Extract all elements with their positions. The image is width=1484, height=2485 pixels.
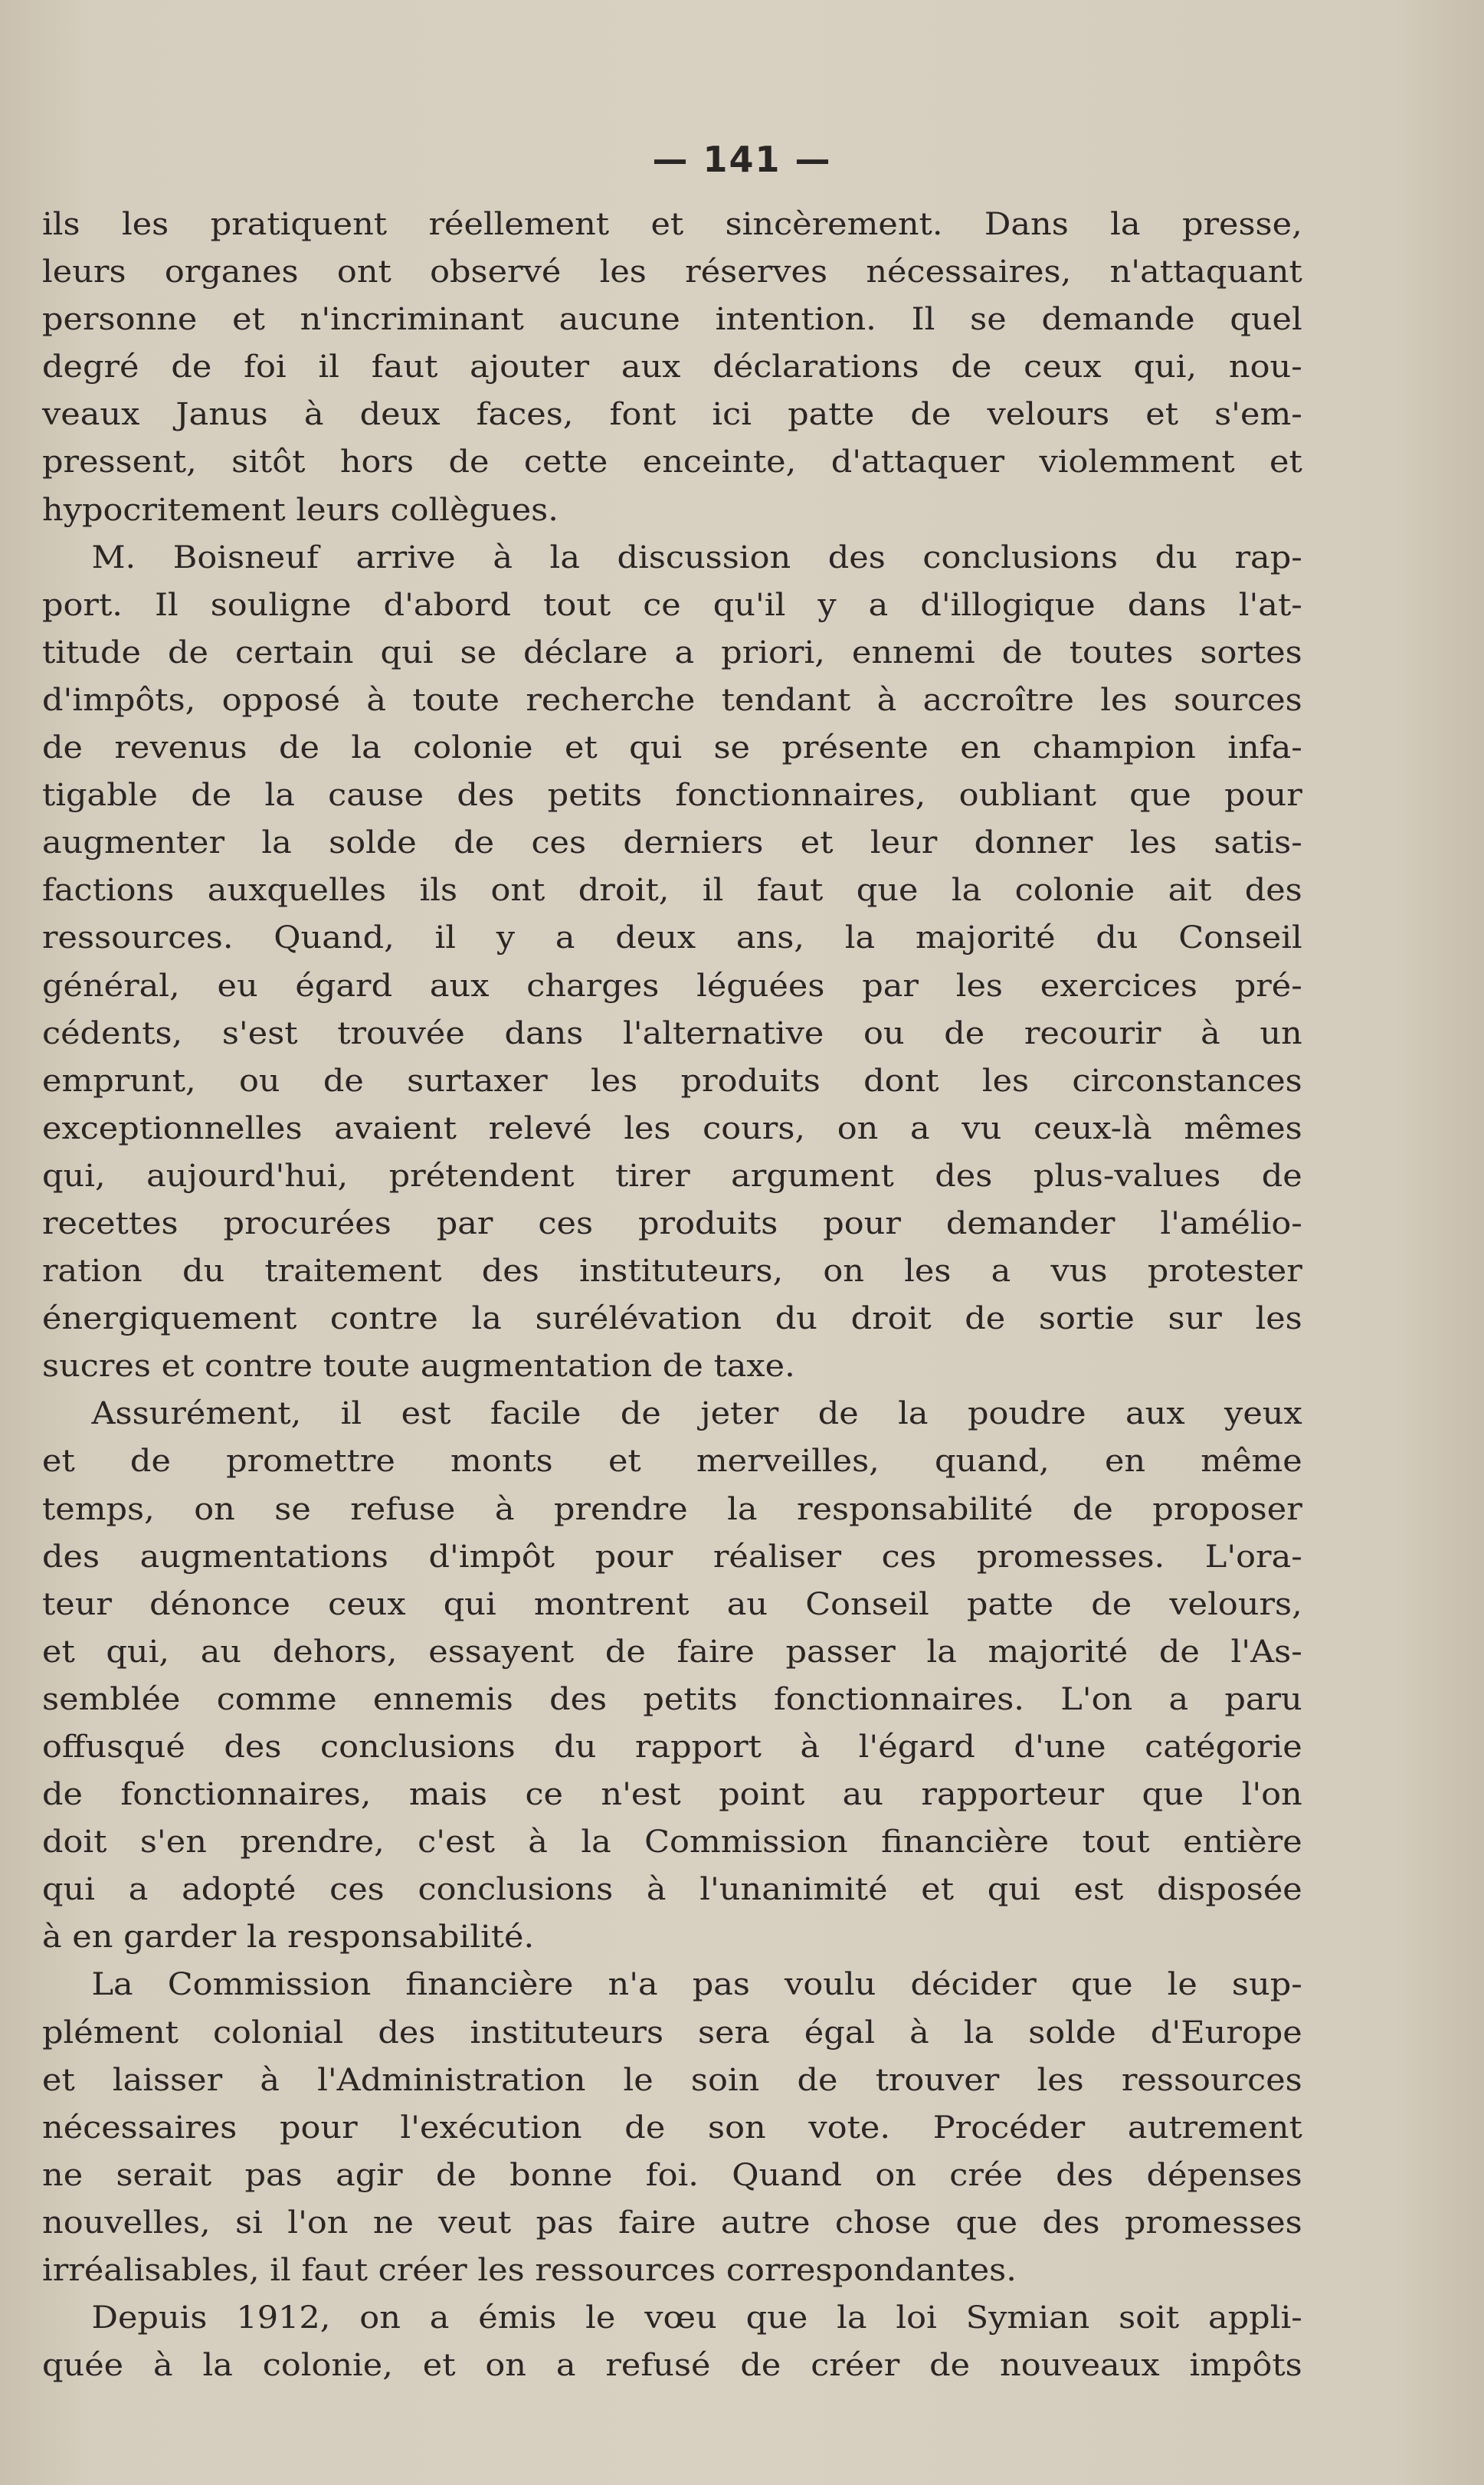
text-line: ne serait pas agir de bonne foi. Quand on crée des dépenses <box>42 2157 1302 2193</box>
text-line: nécessaires pour l'exécution de son vote. Procéder autrement <box>42 2110 1302 2146</box>
text-line: port. Il souligne d'abord tout ce qu'il y a d'illogique dans l'at- <box>42 587 1302 623</box>
text-line: et de promettre monts et merveilles, quand, en même <box>42 1444 1302 1480</box>
body-text <box>42 201 1302 2389</box>
text-line: de revenus de la colonie et qui se présente en champion infa- <box>42 730 1302 766</box>
text-line: temps, on se refuse à prendre la responsabilité de proposer <box>42 1491 1302 1527</box>
text-line: Assurément, il est facile de jeter de la poudre aux yeux <box>91 1396 1302 1432</box>
text-line: veaux Janus à deux faces, font ici patte de velours et s'em- <box>42 397 1302 433</box>
text-line: cédents, s'est trouvée dans l'alternative ou de recourir à un <box>42 1015 1302 1051</box>
text-line: à en garder la responsabilité. <box>42 1919 535 1956</box>
text-line: pressent, sitôt hors de cette enceinte, d'attaquer violemment et <box>42 444 1302 480</box>
text-line: leurs organes ont observé les réserves nécessaires, n'attaquant <box>42 254 1302 290</box>
text-line: plément colonial des instituteurs sera égal à la solde d'Europe <box>42 2015 1302 2051</box>
text-line: semblée comme ennemis des petits fonctionnaires. L'on a paru <box>42 1681 1302 1717</box>
text-line: et laisser à l'Administration le soin de trouver les ressources <box>42 2062 1302 2098</box>
text-line: des augmentations d'impôt pour réaliser ces promesses. L'ora- <box>42 1539 1302 1575</box>
text-line: teur dénonce ceux qui montrent au Conseil patte de velours, <box>42 1586 1302 1622</box>
text-line: énergiquement contre la surélévation du droit de sortie sur les <box>42 1301 1302 1337</box>
text-line: doit s'en prendre, c'est à la Commission financière tout entière <box>42 1824 1302 1860</box>
text-line: offusqué des conclusions du rapport à l'égard d'une catégorie <box>42 1729 1302 1765</box>
text-line: emprunt, ou de surtaxer les produits dont les circonstances <box>42 1063 1302 1099</box>
text-line: M. Boisneuf arrive à la discussion des conclusions du rap- <box>91 539 1302 575</box>
text-line: ressources. Quand, il y a deux ans, la majorité du Conseil <box>42 920 1302 956</box>
text-line: nouvelles, si l'on ne veut pas faire autre chose que des promesses <box>42 2205 1302 2241</box>
text-line: ils les pratiquent réellement et sincèrement. Dans la presse, <box>42 207 1302 242</box>
text-line: de fonctionnaires, mais ce n'est point au rapporteur que l'on <box>42 1777 1302 1813</box>
text-line: quée à la colonie, et on a refusé de créer de nouveaux impôts <box>42 2348 1302 2384</box>
text-line: exceptionnelles avaient relevé les cours, on a vu ceux-là mêmes <box>42 1110 1302 1146</box>
text-line: tigable de la cause des petits fonctionnaires, oubliant que pour <box>42 778 1302 814</box>
text-line: La Commission financière n'a pas voulu décider que le sup- <box>91 1967 1302 2003</box>
text-line: et qui, au dehors, essayent de faire passer la majorité de l'As- <box>42 1634 1302 1670</box>
text-line: irréalisables, il faut créer les ressources correspondantes. <box>42 2253 1017 2289</box>
text-line: augmenter la solde de ces derniers et leur donner les satis- <box>42 825 1302 861</box>
text-line: titude de certain qui se déclare a priori, ennemi de toutes sortes <box>42 634 1302 670</box>
text-line: ration du traitement des instituteurs, on les a vus protester <box>42 1254 1302 1290</box>
page-number: — 141 — <box>652 139 832 180</box>
text-line: hypocritement leurs collègues. <box>42 492 559 528</box>
text-line: général, eu égard aux charges léguées par les exercices pré- <box>42 968 1302 1004</box>
text-line: qui a adopté ces conclusions à l'unanimité et qui est disposée <box>42 1872 1302 1908</box>
text-line: sucres et contre toute augmentation de taxe. <box>42 1349 795 1385</box>
text-line: factions auxquelles ils ont droit, il faut que la colonie ait des <box>42 873 1302 909</box>
text-line: personne et n'incriminant aucune intention. Il se demande quel <box>42 302 1302 338</box>
text-line: Depuis 1912, on a émis le vœu que la loi Symian soit appli- <box>91 2300 1302 2336</box>
text-line: d'impôts, opposé à toute recherche tendant à accroître les sources <box>42 682 1302 718</box>
text-line: degré de foi il faut ajouter aux déclarations de ceux qui, nou- <box>42 349 1302 385</box>
text-line: recettes procurées par ces produits pour demander l'amélio- <box>42 1205 1302 1241</box>
text-line: qui, aujourd'hui, prétendent tirer argument des plus-values de <box>42 1158 1302 1194</box>
